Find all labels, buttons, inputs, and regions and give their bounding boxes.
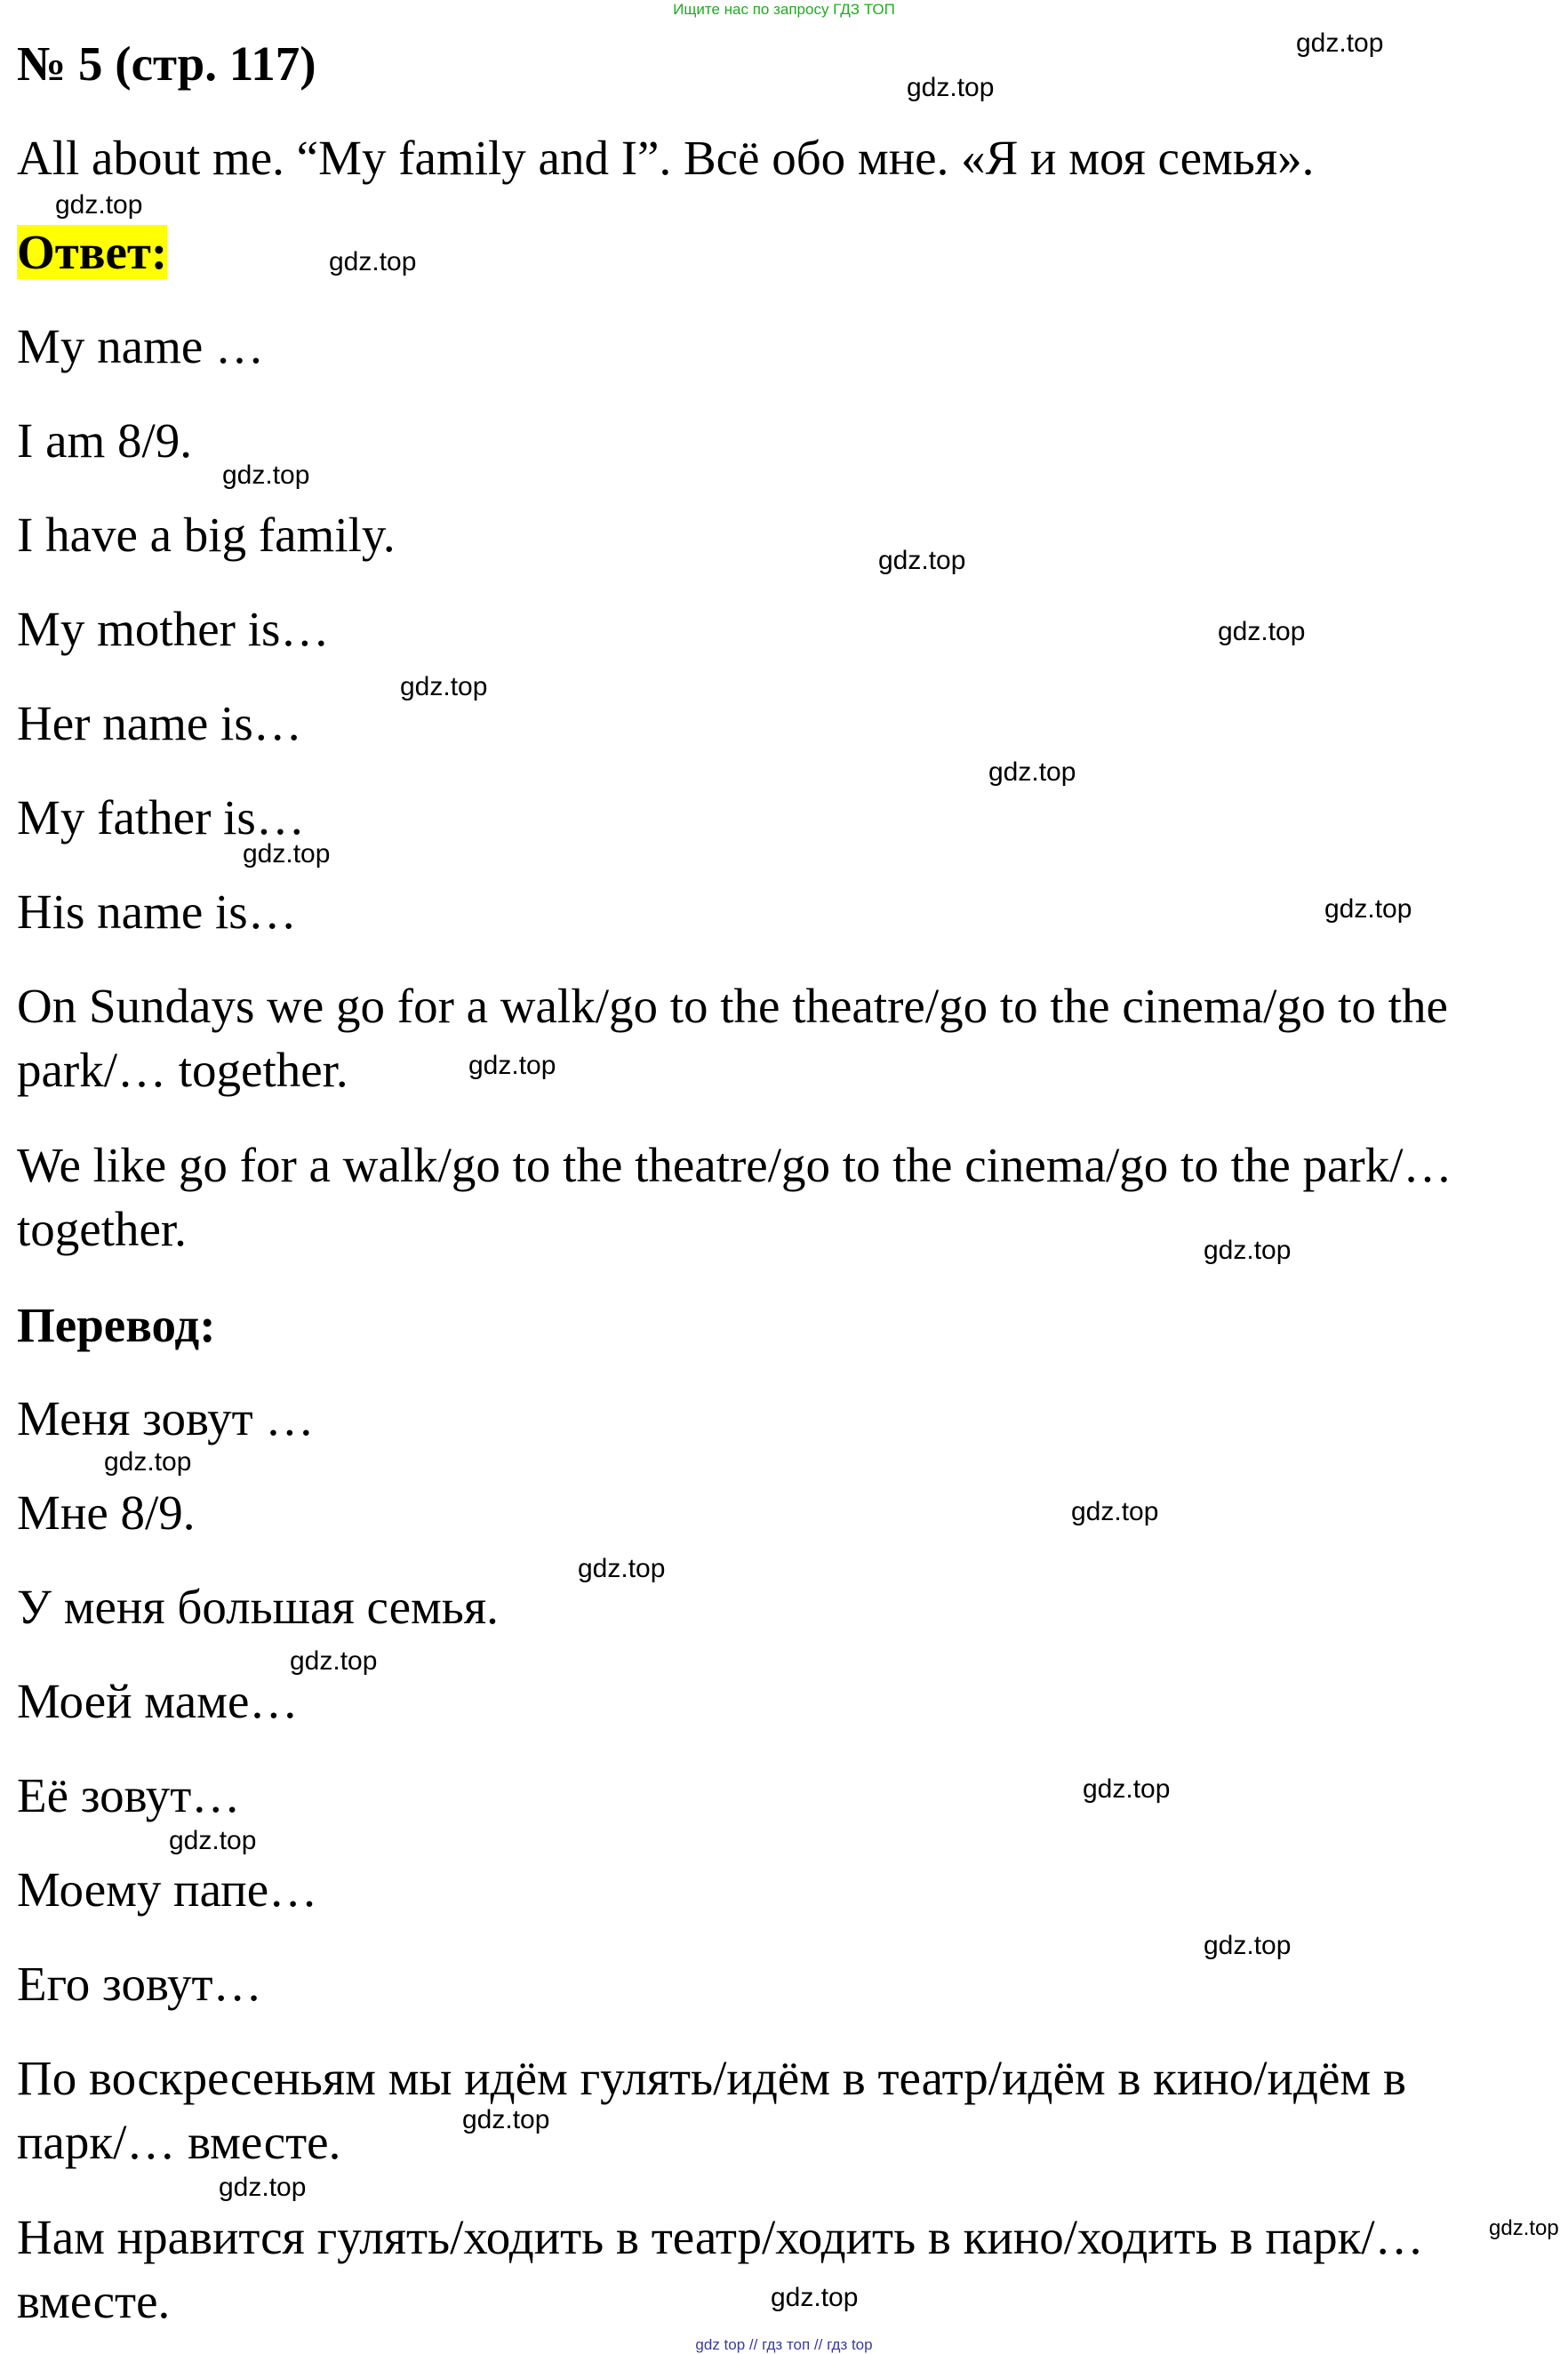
watermark: gdz.top xyxy=(290,1646,378,1676)
answer-paragraph: We like go for a walk/go to the theatre/go to the cinema/go to the park/… together. xyxy=(17,1138,1452,1256)
answer-line: My mother is… xyxy=(17,602,330,656)
watermark: gdz.top xyxy=(1071,1497,1159,1526)
watermark: gdz.top xyxy=(1324,894,1412,924)
footer: gdz top // гдз топ // гдз top xyxy=(695,2336,873,2353)
translation-line: Её зовут… xyxy=(17,1768,241,1822)
answer-line: I have a big family. xyxy=(17,508,396,562)
watermark: gdz.top xyxy=(222,460,310,490)
watermark: gdz.top xyxy=(219,2173,307,2202)
watermark: gdz.top xyxy=(1204,1236,1292,1265)
answer-line: His name is… xyxy=(17,885,297,939)
watermark: gdz.top xyxy=(878,546,966,575)
translation-line: Моему папе… xyxy=(17,1862,318,1917)
watermark: gdz.top xyxy=(243,839,331,869)
watermark: gdz.top xyxy=(329,247,417,276)
translation-line: Моей маме… xyxy=(17,1674,299,1728)
translation-line: Мне 8/9. xyxy=(17,1485,196,1540)
watermark: gdz.top xyxy=(1489,2216,1559,2240)
watermark: gdz.top xyxy=(1083,1774,1171,1804)
translation-line: Меня зовут … xyxy=(17,1391,315,1445)
task-statement: All about me. “My family and I”. Всё обо мне. «Я и моя семья». xyxy=(17,131,1315,185)
answer-line: My father is… xyxy=(17,790,305,845)
answer-heading xyxy=(17,220,167,284)
watermark: gdz.top xyxy=(55,190,143,220)
watermark: gdz.top xyxy=(1218,617,1306,646)
answer-line: My name … xyxy=(17,319,265,373)
answer-paragraph: On Sundays we go for a walk/go to the theatre/go to the cinema/go to the park/… together. xyxy=(17,979,1448,1097)
watermark: gdz.top xyxy=(988,757,1076,787)
watermark: gdz.top xyxy=(468,1051,556,1080)
translation-paragraph: По воскресеньям мы идём гулять/идём в театр/идём в кино/идём в парк/… вместе. xyxy=(17,2051,1406,2169)
answer-label: Ответ: xyxy=(17,225,168,279)
page-title: № 5 (стр. 117) xyxy=(17,36,316,91)
watermark: gdz.top xyxy=(907,73,995,102)
translation-line: У меня большая семья. xyxy=(17,1580,499,1634)
answer-line: Her name is… xyxy=(17,696,302,750)
watermark: gdz.top xyxy=(169,1826,257,1855)
watermark: gdz.top xyxy=(400,672,488,701)
watermark: gdz.top xyxy=(771,2283,859,2312)
translation-line: Его зовут… xyxy=(17,1957,262,2011)
translation-paragraph: Нам нравится гулять/ходить в театр/ходить в кино/ходить в парк/… вместе. xyxy=(17,2210,1424,2328)
top-banner: Ищите нас по запросу ГДЗ ТОП xyxy=(673,1,895,18)
translation-heading: Перевод: xyxy=(17,1298,216,1352)
answer-line: I am 8/9. xyxy=(17,413,193,468)
watermark: gdz.top xyxy=(462,2105,550,2134)
watermark: gdz.top xyxy=(1204,1931,1292,1960)
watermark: gdz.top xyxy=(1296,28,1384,58)
watermark: gdz.top xyxy=(578,1554,666,1583)
watermark: gdz.top xyxy=(104,1447,192,1477)
